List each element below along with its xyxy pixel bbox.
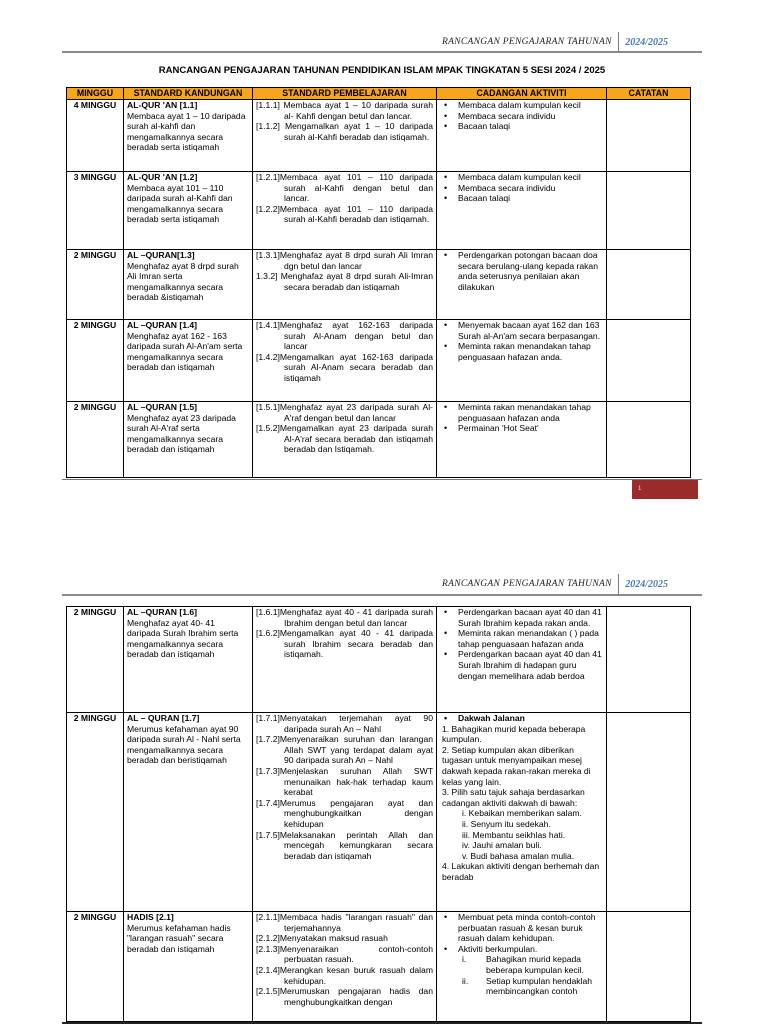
sp-code: [1.7.2] [256,734,280,745]
activity-item: • Aktiviti berkumpulan. [440,944,603,955]
standard-kandungan-cell [124,250,253,320]
sp-code: [1.1.2] [256,121,280,132]
standard-kandungan-cell [124,100,253,172]
sp-text: Menjelaskan suruhan Allah SWT menunaikan hak-hak terhadap kaum kerabat [279,765,433,798]
sp-item [256,320,433,352]
sk-title: AL –QURAN[1.3] [127,250,195,260]
catatan-cell [607,912,691,1022]
sp-item [256,271,433,292]
sk-title: AL – QURAN [1.7] [127,713,200,723]
activity-list [440,172,603,204]
plan-table-page1 [66,87,691,478]
sp-code: [2.1.5] [256,986,280,997]
cadangan-aktiviti-cell [437,250,607,320]
minggu-cell: 4 MINGGU [67,100,124,172]
sk-text: Menghafaz ayat 23 daripada surah Al-A'raf serta mengamalkannya secara beradab dan istiqamah [127,412,236,455]
activity-item: • Perdengarkan potongan bacaan doa secara berulang-ulang kepada rakan anda seterusnya penilaian akan dilakukan [440,250,603,292]
activity-option: v. Budi bahasa amalan mulia. [462,850,575,861]
sp-code: 1.3.2] [256,271,278,282]
sp-code: [2.1.1] [256,912,280,922]
sk-title: AL –QURAN [1.4] [127,320,198,330]
sk-text: Menghafaz ayat 40- 41 daripada Surah Ibrahim serta mengamalkannya secara beradab dan istiqamah [127,617,239,660]
activity-subitem [440,954,603,975]
sp-item [256,986,433,1007]
activity-step: 1. Bahagikan murid kepada beberapa kumpulan. [442,723,586,745]
cadangan-aktiviti-cell [437,912,607,1022]
activity-step: 4. Lakukan aktiviti dengan berhemah dan beradab [442,861,600,882]
sk-text: Merumus kefahaman ayat 90 daripada surah Al - Nahl serta mengamalkannya secara beradab dan beristiqamah [127,723,241,766]
activity-item: • Permainan 'Hot Seat' [440,423,603,434]
subitem-text: Setiap kumpulan hendaklah membincangkan contoh [486,975,593,997]
activity-item: • Perdengarkan bacaan ayat 40 dan 41 Surah Ibrahim kepada rakan anda. [440,607,603,628]
minggu-cell: 2 MINGGU [67,250,124,320]
cadangan-aktiviti-cell [437,607,607,713]
sk-title: HADIS [2.1] [127,912,174,922]
standard-pembelajaran-cell [253,713,437,912]
table-row [67,172,691,250]
sk-text: Membaca ayat 101 – 110 daripada surah al-Kahfi dan mengamalkannya secara beradab serta istiqamah [127,182,233,225]
activity-title: • Dakwah Jalanan [440,713,603,724]
standard-kandungan-cell [124,320,253,402]
sp-item [256,912,433,933]
sp-text: Mengamalkan ayat 1 – 10 daripada surah al-Kahfi beradab dan istiqamah. [279,121,433,142]
activity-subitem [440,976,603,997]
sk-text: Merumus kefahaman hadis "larangan rasuah" secara beradab dan istiqamah [127,922,231,954]
activity-item: • Meminta rakan menandakan tahap penguasaan hafazan anda [440,402,603,423]
minggu-cell: 2 MINGGU [67,402,124,478]
bottom-rule [62,1022,702,1024]
sp-text: Menghafaz ayat 40 - 41 daripada surah Ibrahim dengan betul dan lancar [279,607,433,628]
standard-kandungan-cell [124,607,253,713]
sp-text: Merumuskan pengajaran hadis dan menghubungkaitkan dengan [279,986,433,1007]
sp-item [256,713,433,734]
sp-text: Menghafaz ayat 8 drpd surah Ali-Imran secara beradab dan istiqamah [277,271,433,292]
sp-code: [1.7.1] [256,713,280,723]
sp-text: Mengamalkan ayat 162-163 daripada surah Al-Anam secara beradab dan istiqamah [279,351,433,383]
activity-list [440,912,603,954]
standard-pembelajaran-cell [253,320,437,402]
activity-item: • Bacaan talaqi [440,193,603,204]
sp-code: [1.5.2] [256,423,280,434]
activity-item: • Menyemak bacaan ayat 162 dan 163 Surah al-An'am secara berpasangan. [440,320,603,341]
subitem-numeral: i. [462,954,467,965]
cadangan-aktiviti-cell [437,713,607,912]
minggu-cell: 3 MINGGU [67,172,124,250]
activity-item: • Membuat peta minda contoh-contoh perbuatan rasuah & kesan buruk rasuah dalam kehidupan. [440,912,603,944]
sp-code: [1.5.1] [256,402,280,412]
sp-code: [1.4.1] [256,320,280,330]
subitem-numeral: ii. [462,975,469,986]
cadangan-aktiviti-cell [437,320,607,402]
header-year: 2024/2025 [625,36,668,48]
sp-text: Mengamalkan ayat 23 daripada surah Al-A'raf secara beradab dan istiqamah beradab dan Istiqamah. [279,423,433,455]
sp-code: [1.7.5] [256,829,280,840]
sp-code: [1.2.2] [256,203,280,214]
activity-option: iii. Membantu seikhlas hati. [462,829,566,840]
sp-code: [2.1.3] [256,943,280,954]
sp-text: Menyatakan terjemahan ayat 90 daripada surah An – Nahl [279,713,433,734]
activity-list [440,713,603,724]
sp-code: [1.4.2] [256,351,280,362]
standard-pembelajaran-cell [253,402,437,478]
activity-item: • Membaca dalam kumpulan kecil [440,100,603,111]
standard-kandungan-cell [124,912,253,1022]
sp-code: [1.2.1] [256,172,280,182]
activity-item: • Meminta rakan menandakan ( ) pada tahap penguasaan hafazan anda [440,628,603,649]
table-row [67,912,691,1022]
sk-title: AL-QUR 'AN [1.1] [127,100,198,110]
page-number-badge: 1 [632,480,698,499]
sp-code: [1.7.4] [256,797,280,808]
activity-item: • Perdengarkan bacaan ayat 40 dan 41 Surah Ibrahim di hadapan guru dengan memelihara adab berdoa [440,649,603,681]
sp-text: Membaca ayat 101 – 110 daripada surah al-Kahfi beradab dan istiqamah. [279,203,433,225]
sp-item [256,352,433,384]
sp-code: [2.1.4] [256,964,280,975]
sp-text: Menyenaraikan contoh-contoh perbuatan rasuah. [279,943,433,965]
activity-option: iv. Jauhi amalan buli. [462,840,542,851]
catatan-cell [607,713,691,912]
footer-rule [62,479,702,480]
activity-item: • Membaca secara individu [440,183,603,194]
table-row [67,713,691,912]
header-title: RANCANGAN PENGAJARAN TAHUNAN [442,579,612,589]
sp-item [256,830,433,862]
standard-kandungan-cell [124,172,253,250]
plan-table-page2 [66,606,691,1022]
sp-text: Menghafaz ayat 23 daripada surah Al-A'raf dengan betul dan lancar [279,402,433,423]
sk-title: AL-QUR 'AN [1.2] [127,172,198,182]
sp-code: [1.7.3] [256,765,280,776]
sp-item [256,121,433,142]
catatan-cell [607,320,691,402]
table-row [67,607,691,713]
activity-list [440,320,603,362]
sp-text: Menyatakan maksud rasuah [279,933,388,944]
catatan-cell [607,250,691,320]
header-year: 2024/2025 [625,578,668,590]
catatan-cell [607,402,691,478]
minggu-cell: 2 MINGGU [67,320,124,402]
sp-item [256,965,433,986]
sp-text: Merumus pengajaran ayat dan menghubungkaitkan dengan kehidupan [279,797,433,829]
page2-header [442,574,668,594]
standard-pembelajaran-cell [253,250,437,320]
sp-text: Menyenaraikan suruhan dan larangan Allah SWT yang terdapat dalam ayat 90 daripada surah An – Nahl [279,734,433,766]
activity-option: ii. Senyum itu sedekah. [462,818,551,829]
sk-title: AL –QURAN [1.6] [127,607,198,617]
sp-item [256,944,433,965]
sp-item [256,798,433,830]
sk-text: Menghafaz ayat 8 drpd surah Ali Imran serta mengamalkannya secara beradab &istiqamah [127,260,239,303]
sp-text: Melaksanakan perintah Allah dan mencegah kemungkaran secara beradab dan istiqamah [279,829,433,861]
standard-kandungan-cell [124,402,253,478]
minggu-cell: 2 MINGGU [67,912,124,1022]
activity-item: • Bacaan talaqi [440,121,603,132]
activity-item: • Membaca dalam kumpulan kecil [440,172,603,183]
sp-code: [1.6.2] [256,628,280,639]
table-row [67,402,691,478]
col-standard-pembelajaran: STANDARD PEMBELAJARAN [253,88,437,100]
activity-list [440,100,603,132]
sp-text: Membaca ayat 1 – 10 daripada surah al- Kahfi dengan betul dan lancar. [279,100,433,121]
sk-text: Menghafaz ayat 162 - 163 daripada surah Al-An'am serta mengamalkannya secara beradab dan istiqamah [127,330,243,373]
standard-kandungan-cell [124,713,253,912]
standard-pembelajaran-cell [253,607,437,713]
standard-pembelajaran-cell [253,100,437,172]
sp-item [256,734,433,766]
sp-item [256,172,433,204]
sp-item [256,628,433,660]
sp-text: Menghafaz ayat 162-163 daripada surah Al-Anam dengan betul dan lancar [279,320,433,352]
activity-list [440,402,603,434]
subitem-text: Bahagikan murid kepada beberapa kumpulan kecil. [486,954,584,975]
activity-list [440,607,603,681]
standard-pembelajaran-cell [253,172,437,250]
sk-title: AL –QURAN [1.5] [127,402,198,412]
catatan-cell [607,172,691,250]
sp-item [256,204,433,225]
sp-code: [1.1.1] [256,100,280,110]
standard-pembelajaran-cell [253,912,437,1022]
activity-step: 3. Pilih satu tajuk sahaja berdasarkan cadangan aktiviti dakwah di bawah: [442,787,585,808]
sp-code: [1.3.1] [256,250,280,260]
table-header-row [67,88,691,100]
cadangan-aktiviti-cell [437,172,607,250]
table-row [67,320,691,402]
sp-item [256,423,433,455]
table-row [67,100,691,172]
header-title: RANCANGAN PENGAJARAN TAHUNAN [442,37,612,47]
activity-item: • Membaca secara individu [440,111,603,122]
cadangan-aktiviti-cell [437,402,607,478]
col-minggu: MINGGU [67,88,124,100]
sp-item [256,766,433,798]
sp-item [256,402,433,423]
sp-code: [1.6.1] [256,607,280,617]
col-standard-kandungan: STANDARD KANDUNGAN [124,88,253,100]
minggu-cell: 2 MINGGU [67,607,124,713]
catatan-cell [607,100,691,172]
sp-item [256,250,433,271]
col-catatan: CATATAN [607,88,691,100]
activity-option: i. Kebaikan memberikan salam. [462,808,582,819]
sk-text: Membaca ayat 1 – 10 daripada surah al-kahfi dan mengamalkannya secara beradab serta istiqamah [127,110,246,153]
sp-text: Membaca hadis "larangan rasuah" dan terjemahannya [279,912,433,933]
sp-item [256,607,433,628]
minggu-cell: 2 MINGGU [67,713,124,912]
document-title: RANCANGAN PENGAJARAN TAHUNAN PENDIDIKAN ISLAM MPAK TINGKATAN 5 SESI 2024 / 2025 [158,65,606,76]
cadangan-aktiviti-cell [437,100,607,172]
header-rule [62,51,702,53]
sp-item [256,100,433,121]
activity-list [440,250,603,292]
col-cadangan-aktiviti: CADANGAN AKTIVITI [437,88,607,100]
sp-text: Mengamalkan ayat 40 - 41 daripada surah Ibrahim secara beradab dan istiqamah. [279,628,433,660]
activity-step: 2. Setiap kumpulan akan diberikan tugasan untuk menyampaikan mesej dakwah kepada rakan-rakan mereka di kelas yang lain. [442,744,591,787]
sp-code: [2.1.2] [256,933,280,944]
header-rule [62,594,702,596]
sp-item [256,933,433,944]
sp-text: Merangkan kesan buruk rasuah dalam kehidupan. [279,964,433,986]
sp-text: Menghafaz ayat 8 drpd surah Ali Imran dgn betul dan lancar [279,250,433,271]
table-row [67,250,691,320]
activity-item: • Meminta rakan menandakan tahap penguasaan hafazan anda. [440,341,603,362]
catatan-cell [607,607,691,713]
page1-header [442,32,668,52]
sp-text: Membaca ayat 101 – 110 daripada surah al-Kahfi dengan betul dan lancar. [279,172,433,204]
